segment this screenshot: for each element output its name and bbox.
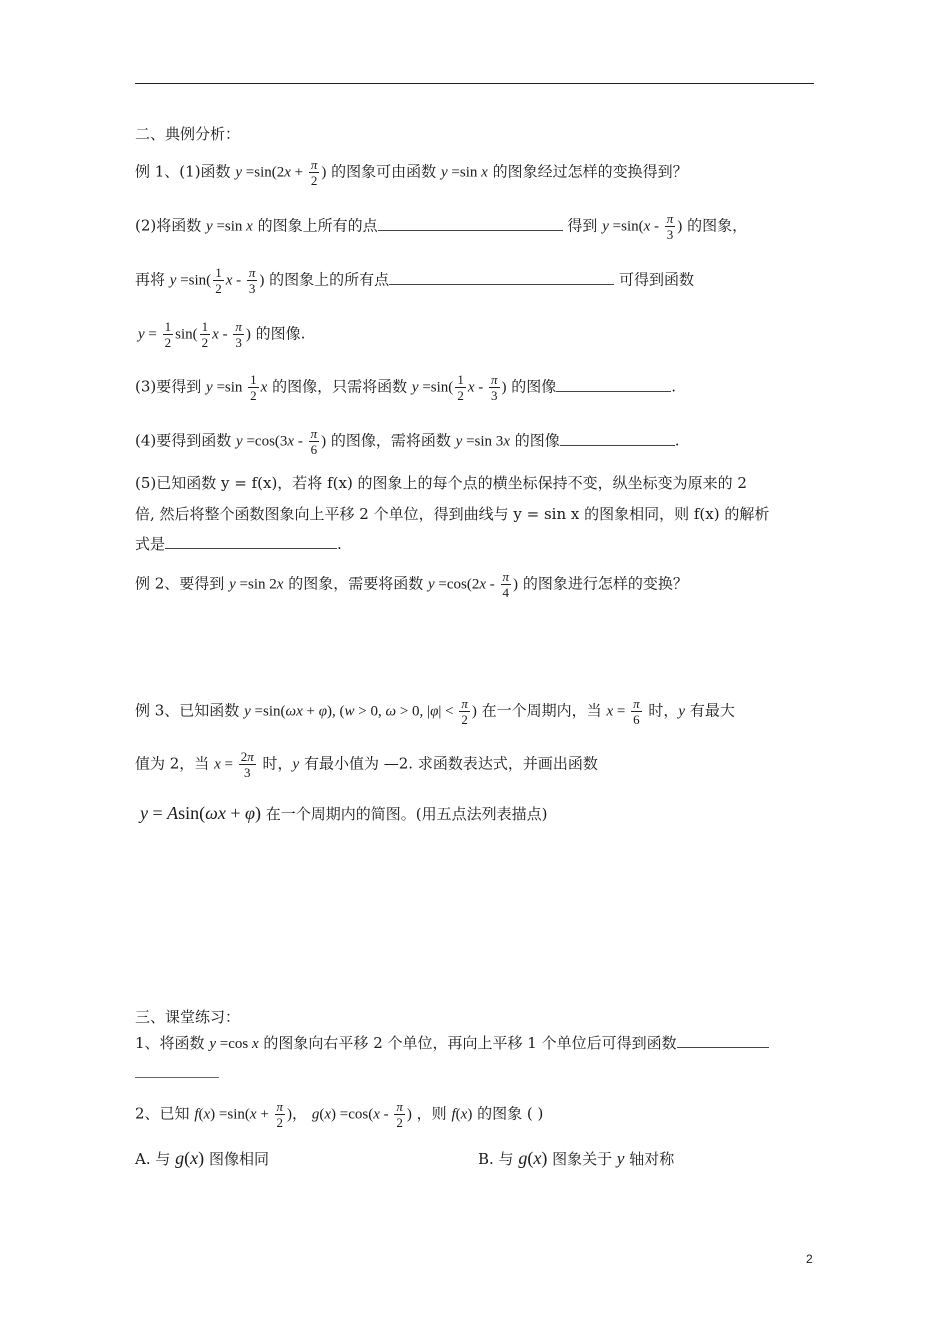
example1-q2c: y = $\frac{1}{2}$ sin( $\frac{1}{2}$ x - $\frac{\pi}{3}$ ) 的图像. xyxy=(138,319,306,350)
practice-heading: 三、课堂练习： xyxy=(135,1008,241,1026)
answer-blank[interactable] xyxy=(378,229,563,231)
example1-q5-line3: 式是 . xyxy=(135,535,342,553)
example3-line1: 例 3、已知函数 y =sin(ωx + φ), (w > 0, ω > 0, |φ| < $\frac{\pi}{2}$ ) 在一个周期内，当 x = $\frac{\pi}{6}$ 时，y 有最大 xyxy=(135,696,735,727)
answer-blank[interactable] xyxy=(560,444,675,446)
option-b[interactable]: B. 与 g(x) 图象关于 y 轴对称 xyxy=(478,1148,675,1168)
example1-q2: (2)将函数 y =sin x 的图象上所有的点 得到 y =sin(x - $\frac{\pi}{3}$ ) 的图象， xyxy=(135,211,748,242)
example1-q3: (3)要得到 y =sin $\frac{1}{2}$ x 的图像，只需将函数 y =sin( $\frac{1}{2}$ x - $\frac{\pi}{3}$ ) 的图像 . xyxy=(135,372,677,403)
practice-q2: 2、已知 f(x) =sin(x + $\frac{\pi}{2}$ )， g(x) =cos(x - $\frac{\pi}{2}$ ) ，则 f(x) 的图象 ( ) xyxy=(135,1099,544,1130)
answer-blank[interactable] xyxy=(165,547,337,549)
example3-line3: y = Asin(ωx + φ) 在一个周期内的简图。(用五点法列表描点) xyxy=(140,803,548,823)
examples-heading: 二、典例分析： xyxy=(135,125,241,143)
option-a[interactable]: A. 与 g(x) 图像相同 xyxy=(135,1148,269,1168)
example1-q5-line2: 倍, 然后将整个函数图象向上平移 2 个单位，得到曲线与 y = sin x 的图象相同，则 f(x) 的解析 xyxy=(135,505,770,523)
example1-q5-line1: (5)已知函数 y = f(x)，若将 f(x) 的图象上的每个点的横坐标保持不变，纵坐标变为原来的 2 xyxy=(135,474,747,492)
example1-q1: 例 1、(1)函数 y =sin(2x + $\frac{\pi}{2}$ ) 的图象可由函数 y =sin x 的图象经过怎样的变换得到？ xyxy=(135,157,688,188)
answer-blank-continued[interactable] xyxy=(135,1077,219,1078)
practice-q1: 1、将函数 y =cos x 的图象向右平移 2 个单位，再向上平移 1 个单位后可得到函数 xyxy=(135,1036,769,1052)
page-number: 2 xyxy=(806,1252,813,1266)
example1-q4: (4)要得到函数 y =cos(3x - $\frac{\pi}{6}$ ) 的图像，需将函数 y =sin 3x 的图像 . xyxy=(135,426,680,457)
example1-q2b: 再将 y =sin( $\frac{1}{2}$ x - $\frac{\pi}{3}$ ) 的图象上的所有点 可得到函数 xyxy=(135,265,694,296)
answer-blank[interactable] xyxy=(677,1046,769,1048)
example2: 例 2、要得到 y =sin 2x 的图象，需要将函数 y =cos(2x - $\frac{\pi}{4}$ ) 的图象进行怎样的变换？ xyxy=(135,569,688,600)
answer-blank[interactable] xyxy=(556,390,671,392)
header-rule xyxy=(135,83,814,84)
answer-blank[interactable] xyxy=(389,283,614,285)
example3-line2: 值为 2，当 x = $\frac{2\pi}{3}$ 时，y 有最小值为 —2. 求函数表达式，并画出函数 xyxy=(135,749,598,780)
